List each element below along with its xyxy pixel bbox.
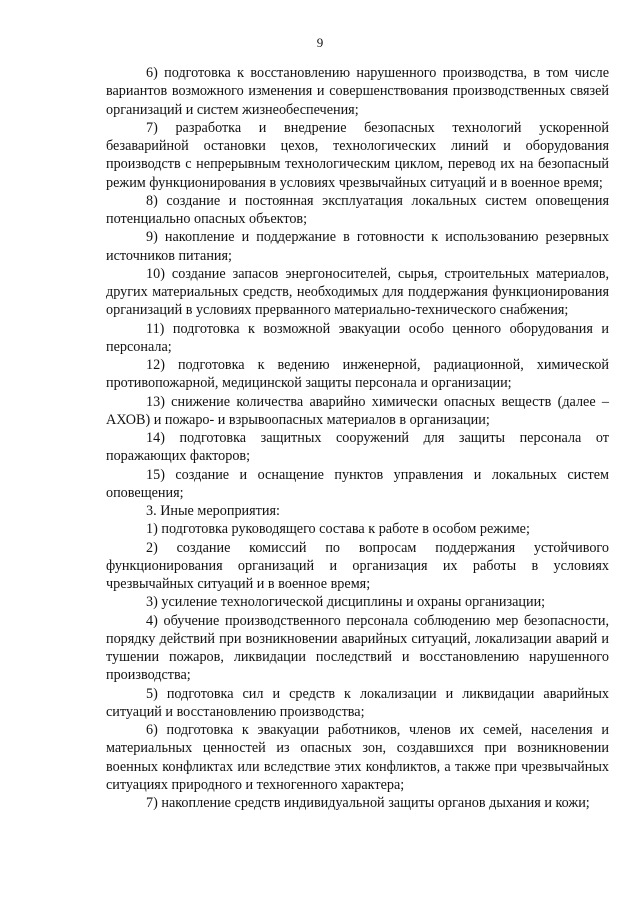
paragraph-item-11-equipment-evacuation: 11) подготовка к возможной эвакуации особо ценного оборудования и персонала; <box>106 320 609 355</box>
paragraph-item-8-local-warning-systems: 8) создание и постоянная эксплуатация локальных систем оповещения потенциально опасных объектов; <box>106 192 609 227</box>
paragraph-other-2-commissions: 2) создание комиссий по вопросам поддержания устойчивого функционирования организаций и организация их работы в условиях чрезвычайных ситуаций и в военное время; <box>106 539 609 592</box>
paragraph-other-6-evacuation: 6) подготовка к эвакуации работников, членов их семей, населения и материальных ценностей из опасных зон, создавшихся при возникновении военных конфликтах или вследствие этих конфликтов, а также при чрезвычайных ситуациях природного и техногенного характера; <box>106 722 609 793</box>
paragraph-item-12-protection-preparation: 12) подготовка к ведению инженерной, радиационной, химической противопожарной, медицинской защиты персонала и организации; <box>106 357 609 392</box>
paragraph-item-13-hazardous-substances: 13) снижение количества аварийно химически опасных веществ (далее – АХОВ) и пожаро- и взрывоопасных материалов в организации; <box>106 393 609 428</box>
paragraph-other-4-staff-training: 4) обучение производственного персонала соблюдению мер безопасности, порядку действий при возникновении аварийных ситуаций, локализации аварий и тушении пожаров, ликвидации последствий и восстановлению нарушенного производства; <box>106 612 609 684</box>
paragraph-other-1-management-training: 1) подготовка руководящего состава к работе в особом режиме; <box>146 521 530 538</box>
paragraph-other-7-protective-equipment: 7) накопление средств индивидуальной защиты органов дыхания и кожи; <box>146 795 590 811</box>
paragraph-item-14-protective-structures: 14) подготовка защитных сооружений для защиты персонала от поражающих факторов; <box>106 430 609 465</box>
page-number: 9 <box>316 35 324 50</box>
paragraph-other-5-forces-preparation: 5) подготовка сил и средств к локализации и ликвидации аварийных ситуаций и восстановлению производства; <box>106 685 609 720</box>
document-body <box>106 64 609 812</box>
paragraph-item-9-reserve-power: 9) накопление и поддержание в готовности к использованию резервных источников питания; <box>106 229 609 264</box>
paragraph-item-7-safe-technologies: 7) разработка и внедрение безопасных технологий ускоренной безаварийной остановки цехов, технологических линий и оборудования производств с непрерывным технологическим циклом, перевод их на безопасный режим функционирования в условиях чрезвычайных ситуаций и в военное время; <box>106 119 609 191</box>
paragraph-item-6-production-recovery: 6) подготовка к восстановлению нарушенного производства, в том числе вариантов возможного изменения и совершенствования производственных связей организаций и систем жизнеобеспечения; <box>106 65 609 118</box>
section-heading-other-measures: 3. Иные мероприятия: <box>146 503 280 519</box>
paragraph-item-10-energy-reserves: 10) создание запасов энергоносителей, сырья, строительных материалов, других материальных средств, необходимых для поддержания функционирования организаций в условиях прерванного материально-технического снабжения; <box>106 265 609 319</box>
paragraph-item-15-control-points: 15) создание и оснащение пунктов управления и локальных систем оповещения; <box>106 466 609 501</box>
paragraph-other-3-discipline: 3) усиление технологической дисциплины и охраны организации; <box>146 594 546 611</box>
